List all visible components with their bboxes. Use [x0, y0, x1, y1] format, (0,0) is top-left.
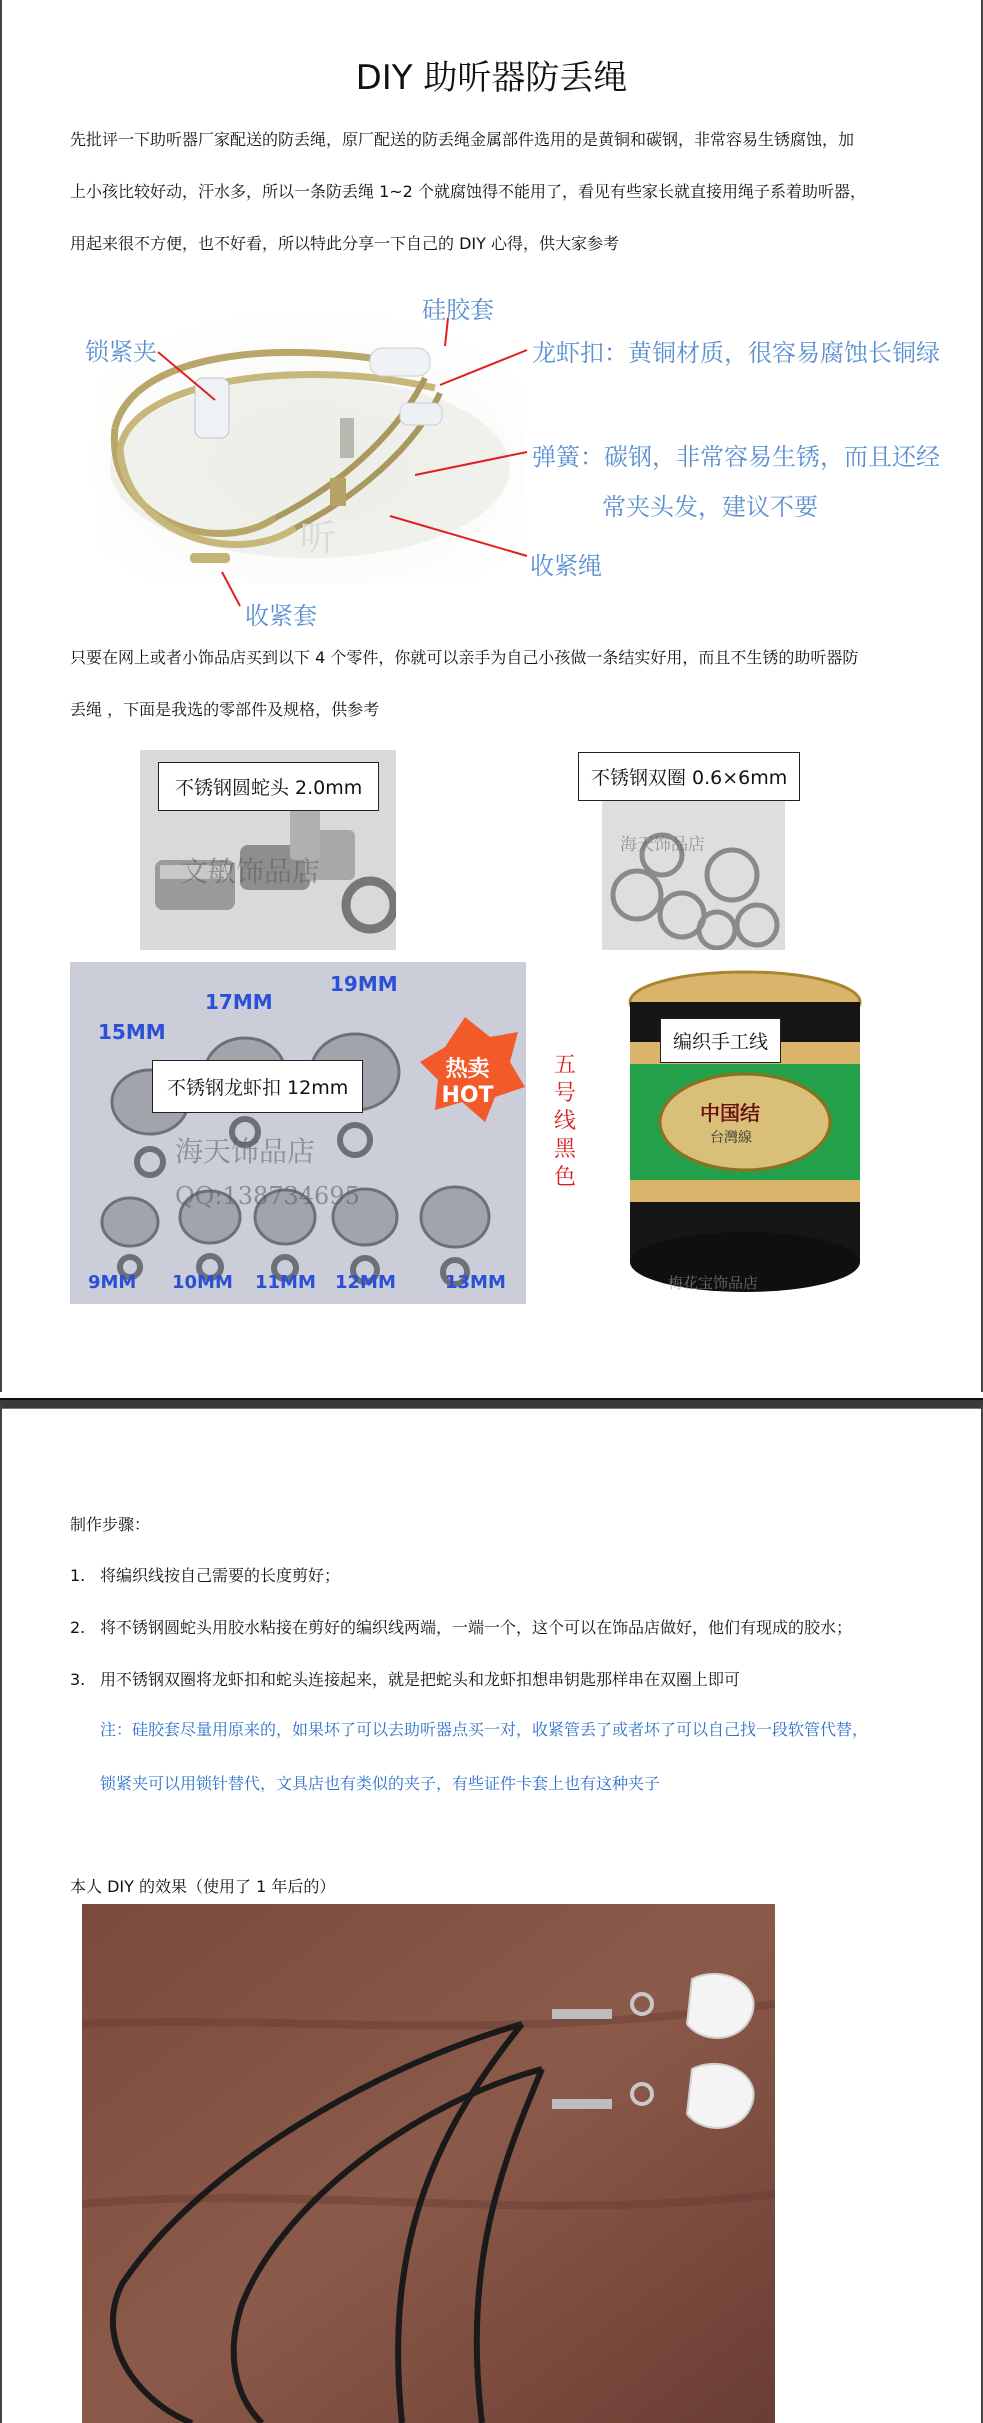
arrow-lobster-clasp — [440, 350, 527, 385]
label-spring-line-1: 弹簧：碳钢，非常容易生锈，而且还经 — [532, 443, 940, 471]
page-title: DIY 助听器防丢绳 — [355, 58, 628, 98]
step-text: 将编织线按自己需要的长度剪好； — [100, 1566, 341, 1585]
thread-brand: 中国结 — [700, 1101, 760, 1125]
lobster-clasp-photo — [70, 962, 526, 1304]
step-text: 将不锈钢圆蛇头用胶水粘接在剪好的编织线两端，一端一个，这个可以在饰品店做好，他们有现成的胶水； — [100, 1618, 853, 1637]
arrow-spring — [415, 452, 527, 475]
hot-badge — [430, 1057, 505, 1109]
size-label-17: 17MM — [205, 990, 273, 1014]
thread-watermark: 梅花宝饰品店 — [668, 1274, 759, 1292]
lobster-watermark-1: 海天饰品店 — [175, 1135, 316, 1168]
size-label-9: 9MM — [88, 1272, 137, 1293]
step-2 — [70, 1615, 852, 1638]
result-caption: 本人 DIY 的效果（使用了 1 年后的） — [70, 1877, 336, 1896]
double-ring-callout: 不锈钢双圈 0.6×6mm — [578, 752, 800, 801]
steps-heading: 制作步骤： — [70, 1515, 151, 1534]
thread-spool-photo — [540, 962, 870, 1302]
step-number: 1. — [70, 1566, 86, 1585]
thread-side-char: 色 — [553, 1165, 576, 1190]
pendant-char: 听 — [300, 518, 337, 559]
thread-side-char: 号 — [553, 1081, 576, 1106]
step-number: 2. — [70, 1618, 86, 1637]
lobster-clasp-callout: 不锈钢龙虾扣 12mm — [152, 1060, 363, 1113]
double-ring-photo — [602, 790, 785, 950]
intro-line-2: 上小孩比较好动，汗水多，所以一条防丢绳 1~2 个就腐蚀得不能用了，看见有些家长就直接用绳子系着助听器， — [70, 182, 866, 201]
size-label-11: 11MM — [255, 1272, 316, 1293]
hot-en: HOT — [441, 1083, 494, 1108]
label-lobster-clasp: 龙虾扣：黄铜材质，很容易腐蚀长铜绿 — [532, 339, 940, 367]
label-tight-rope: 收紧绳 — [530, 552, 602, 580]
size-label-10: 10MM — [172, 1272, 233, 1293]
step-text: 用不锈钢双圈将龙虾扣和蛇头连接起来，就是把蛇头和龙虾扣想串钥匙那样串在双圈上即可 — [100, 1670, 741, 1689]
note-line-2: 锁紧夹可以用锁针替代，文具店也有类似的夹子，有些证件卡套上也有这种夹子 — [100, 1774, 661, 1793]
arrow-lock-clip — [158, 352, 215, 400]
step-1 — [70, 1563, 340, 1586]
arrow-tight-sleeve — [222, 572, 240, 606]
snake-watermark: 文敏饰品店 — [180, 855, 321, 888]
parts-paragraph — [70, 632, 940, 736]
arrow-silicone-cover — [445, 318, 448, 346]
label-tight-sleeve: 收紧套 — [245, 602, 317, 630]
step-3 — [70, 1667, 740, 1690]
lobster-watermark-2: QQ:138734695 — [175, 1182, 360, 1210]
callout-arrows — [0, 0, 983, 700]
thread-side-label — [550, 1052, 580, 1192]
result-image — [82, 1904, 775, 2423]
ring-watermark: 海天饰品店 — [620, 835, 705, 855]
thread-side-char: 黑 — [553, 1137, 576, 1162]
size-label-13: 13MM — [445, 1272, 506, 1293]
thread-brand-sub: 台灣線 — [710, 1130, 752, 1146]
size-label-15: 15MM — [98, 1020, 166, 1044]
label-lock-clip: 锁紧夹 — [85, 338, 157, 366]
thread-callout: 编织手工线 — [660, 1018, 781, 1063]
arrow-tight-rope — [390, 516, 527, 556]
thread-spool-image — [540, 962, 870, 1302]
thread-side-char: 五 — [553, 1053, 576, 1078]
size-label-12: 12MM — [335, 1272, 396, 1293]
snake-head-callout: 不锈钢圆蛇头 2.0mm — [158, 762, 379, 811]
note-line-1: 注：硅胶套尽量用原来的，如果坏了可以去助听器点买一对，收紧管丢了或者坏了可以自己找一段软管代替， — [100, 1720, 869, 1739]
label-spring-line-2: 常夹头发，建议不要 — [602, 493, 818, 521]
label-silicone-cover: 硅胶套 — [422, 296, 494, 324]
size-label-19: 19MM — [330, 972, 398, 996]
thread-side-char: 线 — [553, 1109, 576, 1134]
parts-line-1: 只要在网上或者小饰品店买到以下 4 个零件，你就可以亲手为自己小孩做一条结实好用，而且不生锈的助听器防 — [70, 648, 859, 667]
hot-cn: 热卖 — [445, 1057, 490, 1082]
intro-line-3: 用起来很不方便，也不好看，所以特此分享一下自己的 DIY 心得，供大家参考 — [70, 234, 619, 253]
step-number: 3. — [70, 1670, 86, 1689]
intro-line-1: 先批评一下助听器厂家配送的防丢绳，原厂配送的防丢绳金属部件选用的是黄铜和碳钢，非常容易生锈腐蚀，加 — [70, 130, 855, 149]
double-ring-image — [602, 790, 785, 950]
parts-line-2: 丢绳 ，下面是我选的零部件及规格，供参考 — [70, 700, 380, 719]
result-photo — [82, 1904, 775, 2423]
